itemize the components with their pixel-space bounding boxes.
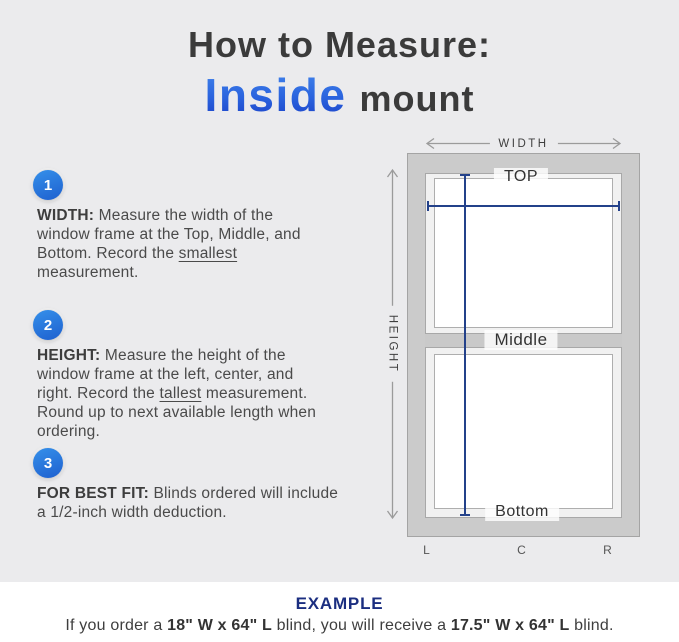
title-accent-inside: Inside — [204, 69, 347, 121]
height-measure-line — [464, 174, 466, 516]
window-lower-sash — [434, 354, 613, 509]
bottom-position-label: Bottom — [485, 503, 559, 521]
height-label: HEIGHT — [387, 306, 399, 382]
step-3-text: FOR BEST FIT: Blinds ordered will include a 1/2-inch width deduction. — [37, 485, 339, 521]
width-measure-line — [427, 205, 620, 207]
title-suffix-mount: mount — [359, 78, 475, 119]
step-2 — [33, 310, 378, 441]
center-mark: C — [517, 543, 527, 557]
step-1-badge: 1 — [33, 170, 63, 200]
step-2-badge: 2 — [33, 310, 63, 340]
step-1 — [33, 170, 378, 282]
height-dimension-arrow — [385, 168, 400, 520]
left-mark: L — [423, 543, 431, 557]
window-upper-sash — [434, 178, 613, 328]
step-3 — [33, 448, 378, 522]
right-mark: R — [603, 543, 613, 557]
top-position-label: TOP — [494, 168, 548, 186]
width-dimension-arrow — [425, 136, 622, 151]
title-line-1: How to Measure: — [187, 24, 492, 65]
width-label: WIDTH — [489, 138, 557, 150]
step-3-badge: 3 — [33, 448, 63, 478]
page-title — [0, 24, 679, 122]
example-text: If you order a 18" W x 64" L blind, you will receive a 17.5" W x 64" L blind. — [65, 617, 614, 634]
example-heading: EXAMPLE — [295, 594, 384, 613]
step-2-text: HEIGHT: Measure the height of the window frame at the left, center, and right. Record the tallest measurement. Round up to next available length when ordering. — [37, 347, 317, 440]
step-1-text: WIDTH: Measure the width of the window frame at the Top, Middle, and Bottom. Record the smallest measurement. — [37, 207, 301, 281]
middle-position-label: Middle — [484, 330, 557, 350]
example-section — [0, 582, 679, 642]
window-diagram — [380, 130, 679, 580]
title-line-2 — [0, 68, 679, 122]
